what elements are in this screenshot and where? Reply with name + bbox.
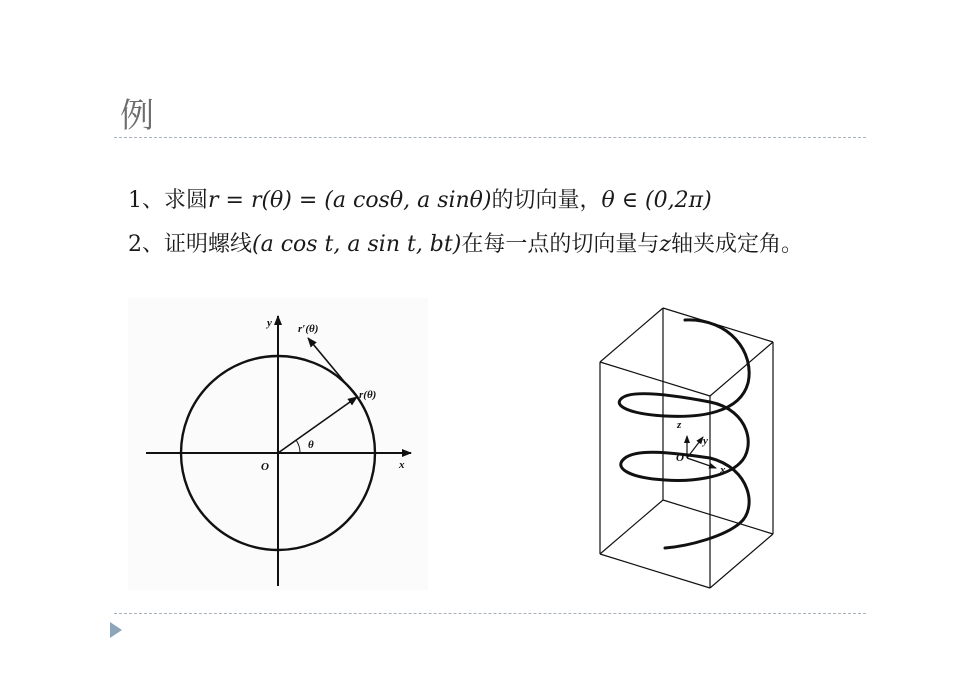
play-triangle-icon <box>110 622 122 638</box>
slide-title: 例 <box>120 96 155 136</box>
y-axis-label: y <box>267 317 272 329</box>
helix-origin-label: O <box>676 452 684 464</box>
problem-1-text-a: 求圆 <box>164 188 209 213</box>
problem-2 <box>128 227 803 258</box>
tangent-label: r′(θ) <box>298 323 319 335</box>
helix-x-label: x <box>720 464 726 476</box>
problem-2-axis: z <box>659 232 671 257</box>
problem-2-number: 2、 <box>128 232 164 257</box>
problem-1-formula: r = r(θ) = (a cosθ, a sinθ) <box>208 188 492 213</box>
x-axis-label: x <box>399 459 405 471</box>
circle-figure <box>128 298 428 590</box>
radius-label: r(θ) <box>359 389 377 401</box>
origin-label: O <box>261 461 269 473</box>
title-divider <box>114 137 866 138</box>
helix-figure <box>570 298 800 590</box>
problem-1 <box>128 183 712 214</box>
problem-2-text-a: 证明螺线 <box>164 232 253 257</box>
helix-y-label: y <box>703 435 708 447</box>
footer-divider <box>114 613 866 614</box>
problem-1-number: 1、 <box>128 188 164 213</box>
problem-2-formula: (a cos t, a sin t, bt) <box>252 232 462 257</box>
problem-2-text-c: 轴夹成定角。 <box>670 232 803 257</box>
problem-1-domain: θ ∈ (0,2π) <box>601 188 712 213</box>
angle-label: θ <box>308 439 314 451</box>
problem-2-text-b: 在每一点的切向量与 <box>461 232 660 257</box>
problem-1-text-b: 的切向量， <box>491 188 602 213</box>
helix-curve <box>619 320 749 548</box>
helix-z-label: z <box>677 419 682 431</box>
